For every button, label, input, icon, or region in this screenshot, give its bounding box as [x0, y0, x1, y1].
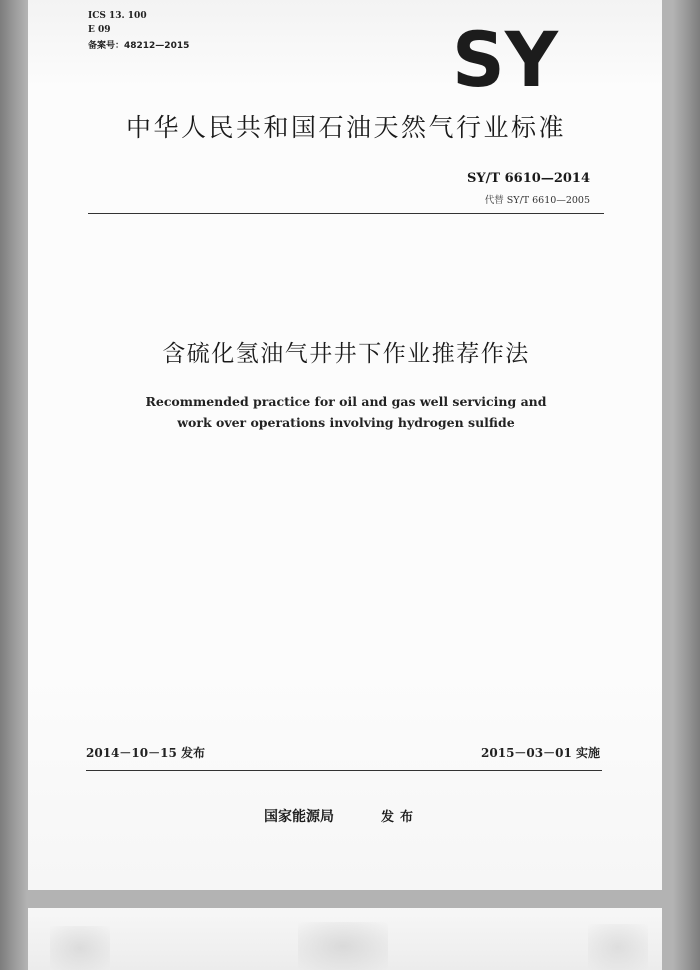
record-number: 备案号：48212—2015	[88, 41, 190, 51]
top-divider	[88, 213, 604, 214]
classification-code: E 09	[88, 25, 111, 35]
document-title-en-line2: work over operations involving hydrogen sulfide	[177, 415, 515, 430]
document-title-en-line1: Recommended practice for oil and gas well servicing and	[145, 394, 547, 409]
publish-label: 发布	[381, 810, 420, 825]
next-page-preview	[28, 908, 662, 970]
scan-smudge	[50, 926, 110, 970]
publisher-name: 国家能源局	[264, 809, 334, 825]
issue-date: 2014－10－15 发布	[86, 746, 205, 760]
scan-smudge	[588, 924, 648, 970]
sy-logo	[450, 22, 560, 94]
ics-code: ICS 13. 100	[88, 11, 147, 21]
bottom-divider	[86, 770, 602, 771]
logo-text: SY	[452, 22, 559, 94]
industry-standard-title: 中华人民共和国石油天然气行业标准	[125, 113, 566, 142]
cover-page	[28, 0, 662, 890]
implementation-date: 2015－03－01 实施	[481, 746, 600, 760]
replaces-standard: 代替 SY/T 6610—2005	[484, 195, 590, 206]
document-title-cn: 含硫化氢油气井井下作业推荐作法	[162, 341, 530, 367]
standard-code: SY/T 6610—2014	[467, 171, 590, 186]
scan-smudge	[298, 922, 388, 970]
